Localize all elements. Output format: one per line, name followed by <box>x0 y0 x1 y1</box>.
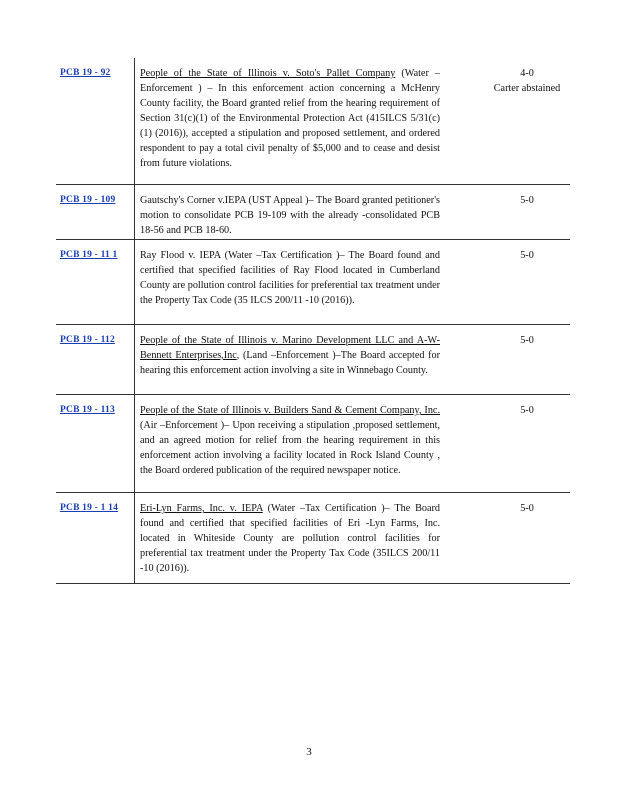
case-description <box>140 403 440 478</box>
vote-cell <box>492 403 562 418</box>
page-number: 3 <box>306 746 312 758</box>
case-text: (Water –Enforcement ) – In this enforcement action concerning a McHenry County facility, the Board granted relief from the hearing requirement of Section 31(c)(1) of the Environmental Protection Act (415ILCS 5/31(c)(1) (2016)), accepted a stipulation and proposed settlement, and ordered respondent to pay a total civil penalty of $5,000 and to cease and desist from future violations. <box>140 68 440 169</box>
vote-cell <box>492 193 562 208</box>
table-row <box>56 185 570 240</box>
case-number-link[interactable]: PCB 19 - 112 <box>60 335 115 345</box>
table-row <box>56 325 570 395</box>
vote-cell <box>492 248 562 263</box>
column-divider <box>134 493 135 583</box>
case-text: (Air –Enforcement )– Upon receiving a stipulation ,proposed settlement, and an agreed motion for relief from the hearing requirement in this enforcement action involving a facility located in Rock Island County , the Board ordered publication of the required newspaper notice. <box>140 420 440 476</box>
case-description <box>140 501 440 576</box>
table-row <box>56 493 570 584</box>
vote-note: Carter abstained <box>493 83 561 94</box>
case-number-link[interactable]: PCB 19 - 1 14 <box>60 503 119 513</box>
case-title: People of the State of Illinois v. Builders Sand & Cement Company, Inc. <box>140 405 440 416</box>
case-title: Eri-Lyn Farms, Inc. v. IEPA <box>140 503 263 514</box>
column-divider <box>134 240 135 324</box>
agenda-table <box>56 58 570 584</box>
case-title: People of the State of Illinois v. Soto's Pallet Company <box>140 68 396 79</box>
table-row <box>56 240 570 325</box>
table-row <box>56 58 570 185</box>
case-description <box>140 333 440 378</box>
case-text: , (Land –Enforcement )–The Board accepted for hearing this enforcement action involving a site in Winnebago County. <box>140 350 440 376</box>
vote-count: 5-0 <box>520 195 534 206</box>
case-number-link[interactable]: PCB 19 - 113 <box>60 405 115 415</box>
case-description <box>140 248 440 308</box>
vote-count: 5-0 <box>520 405 534 416</box>
vote-count: 5-0 <box>520 503 534 514</box>
vote-cell <box>492 333 562 348</box>
case-title: People of the State of Illinois v. Marino Development LLC and A-W-Bennett Enterprises,Inc <box>140 335 440 361</box>
vote-cell <box>492 501 562 516</box>
case-description <box>140 193 440 238</box>
column-divider <box>134 58 135 184</box>
column-divider <box>134 395 135 492</box>
case-number-link[interactable]: PCB 19 - 92 <box>60 68 111 78</box>
table-row <box>56 395 570 493</box>
case-description <box>140 66 440 171</box>
case-text: Gautschy's Corner v.IEPA (UST Appeal )– The Board granted petitioner's motion to consolidate PCB 19-109 with the already -consolidated PCB 18-56 and PCB 18-60. <box>140 195 440 236</box>
column-divider <box>134 185 135 239</box>
case-text: (Water –Tax Certification )– The Board found and certified that specified facilities of Eri -Lyn Farms, Inc. located in Whiteside County are pollution control facilities for preferential tax treatment under the Property Tax Code (35ILCS 200/11 -10 (2016)). <box>140 503 441 574</box>
case-text: Ray Flood v. IEPA (Water –Tax Certification )– The Board found and certified that specified facilities of Ray Flood located in Cumberland County are pollution control facilities for preferential tax treatment under the Property Tax Code (35 ILCS 200/11 -10 (2016)). <box>140 250 440 306</box>
vote-count: 5-0 <box>520 250 534 261</box>
column-divider <box>134 325 135 394</box>
case-number-link[interactable]: PCB 19 - 11 1 <box>60 250 118 260</box>
vote-cell <box>492 66 562 96</box>
vote-count: 4-0 <box>520 68 534 79</box>
case-number-link[interactable]: PCB 19 - 109 <box>60 195 116 205</box>
vote-count: 5-0 <box>520 335 534 346</box>
